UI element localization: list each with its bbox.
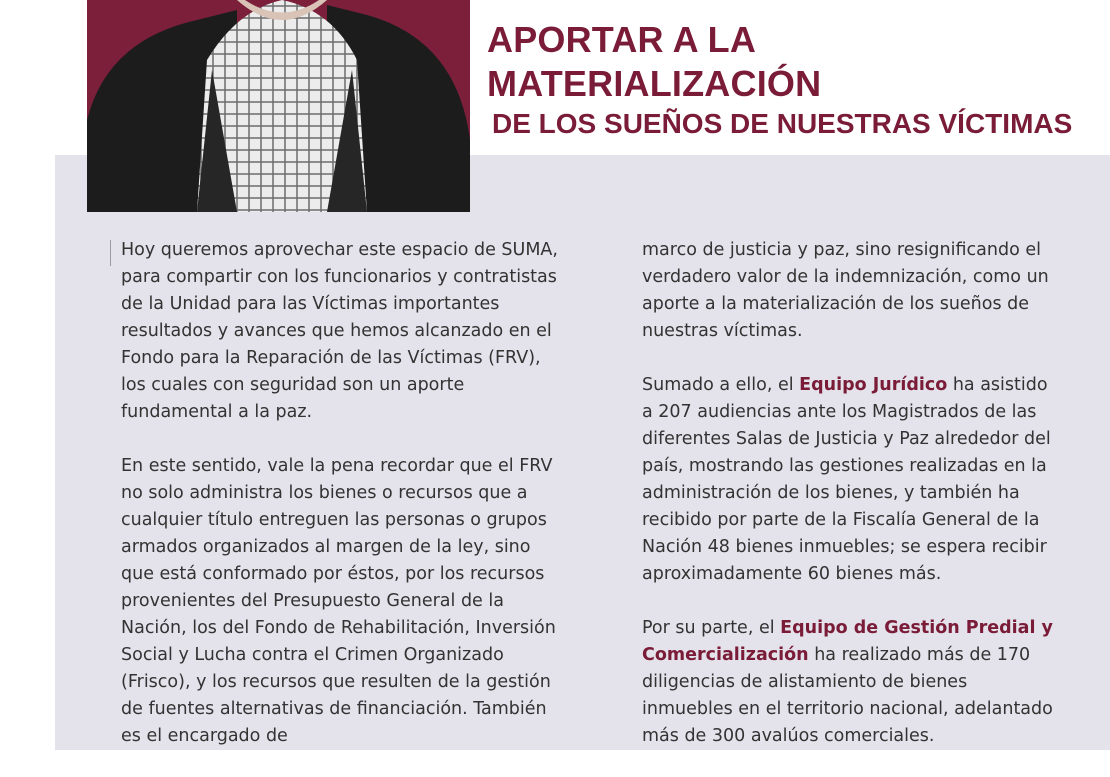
headline-line-2: DE LOS SUEÑOS DE NUESTRAS VÍCTIMAS (492, 108, 1073, 139)
portrait-photo (87, 0, 470, 212)
headline-line-1: APORTAR A LA MATERIALIZACIÓN (487, 19, 822, 104)
right-text-column (642, 237, 1062, 777)
paragraph-3-body: ha realizado más de 170 diligencias de alistamiento de bienes inmuebles en el territorio nacional, adelantado más de 300 avalúos comerciales. (642, 645, 1053, 746)
gestion-predial-highlight: Equipo de Gestión Predial y Comercialización (642, 618, 1053, 665)
left-text-column (121, 237, 561, 777)
article-headline (487, 18, 1097, 142)
text-cursor-mark (110, 240, 111, 266)
equipo-juridico-highlight: Equipo Jurídico (799, 375, 948, 395)
left-paragraph-2: En este sentido, vale la pena recordar que el FRV no solo administra los bienes o recursos que a cualquier título entreguen las personas o grupos armados organizados al margen de la ley, sino que está conformado por éstos, por los recursos provenientes del Presupuesto General de la Nación, los del Fondo de Rehabilitación, Inversión Social y Lucha contra el Crimen Organizado (Frisco), y los recursos que resulten de la gestión de fuentes alternativas de financiación. También es el encargado de (121, 456, 556, 746)
paragraph-2-body: ha asistido a 207 audiencias ante los Magistrados de las diferentes Salas de Justicia y Paz alrededor del país, mostrando las gestiones realizadas en la administración de los bienes, y también ha recibido por parte de la Fiscalía General de la Nación 48 bienes inmuebles; se espera recibir aproximadamente 60 bienes más. (642, 375, 1051, 584)
portrait-illustration (87, 0, 470, 212)
right-paragraph-2 (642, 372, 1062, 588)
paragraph-3-lead: Por su parte, el (642, 618, 781, 638)
left-paragraph-1: Hoy queremos aprovechar este espacio de SUMA, para compartir con los funcionarios y contratistas de la Unidad para las Víctimas importantes resultados y avances que hemos alcanzado en el Fondo para la Reparación de las Víctimas (FRV), los cuales con seguridad son un aporte fundamental a la paz. (121, 240, 558, 422)
right-paragraph-1: marco de justicia y paz, sino resignificando el verdadero valor de la indemnización, como un aporte a la materialización de los sueños de nuestras víctimas. (642, 240, 1049, 341)
paragraph-2-lead: Sumado a ello, el (642, 375, 800, 395)
right-paragraph-3 (642, 615, 1062, 750)
